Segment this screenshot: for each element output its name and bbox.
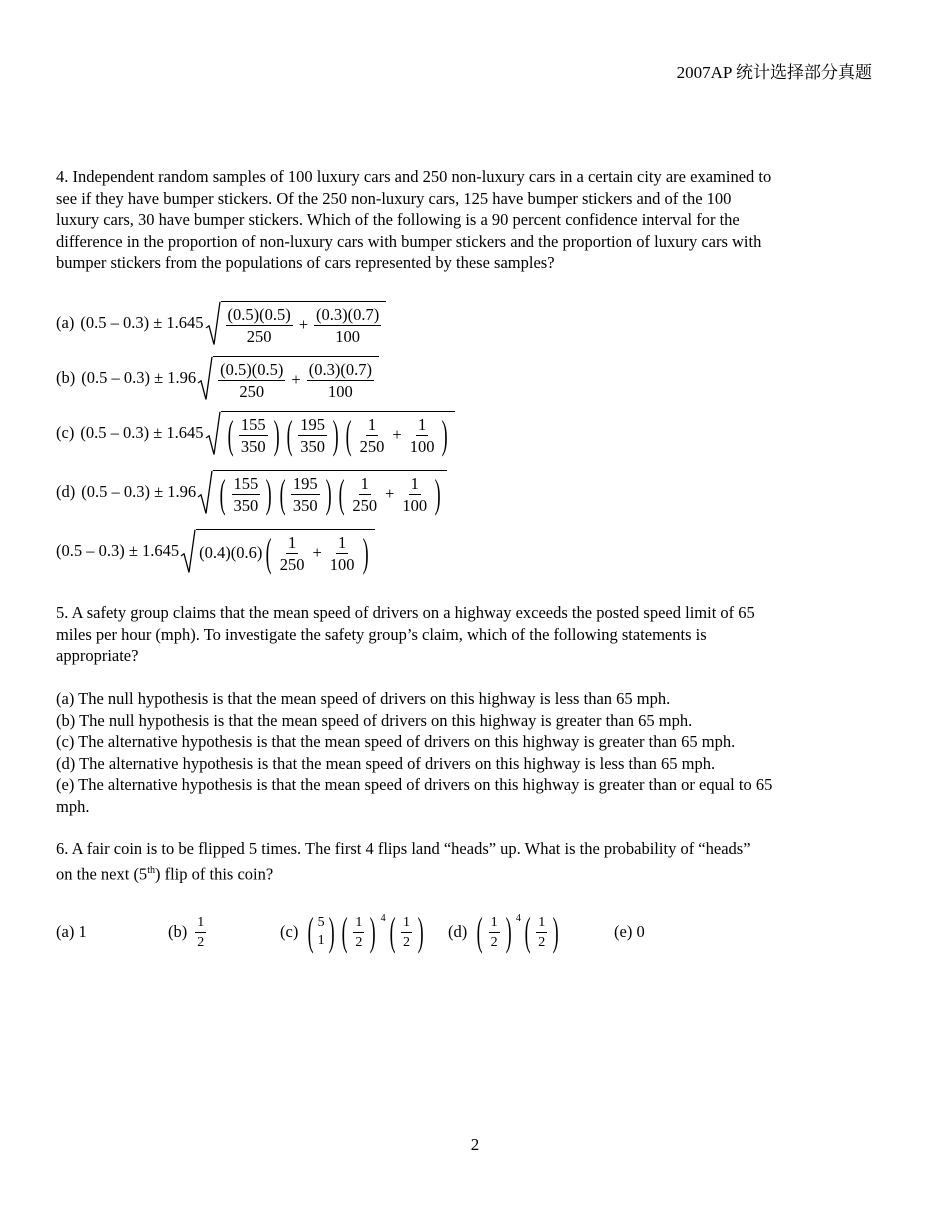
fraction: $\frac{(0.5)(0.5)}{250}$ xyxy=(220,359,284,401)
q4-option-d xyxy=(56,462,447,522)
q5-option: (b) The null hypothesis is that the mean speed of drivers on this highway is greater than 65 mph. xyxy=(56,710,693,730)
option-lead: (0.5 – 0.3) ± 1.645 xyxy=(80,313,204,332)
option-lead: (0.5 – 0.3) ± 1.645 xyxy=(56,541,180,560)
question-4-text xyxy=(56,166,871,274)
q4-line: see if they have bumper stickers. Of the 250 non-luxury cars, 125 have bumper stickers and of the 100 xyxy=(56,188,732,208)
q5-line: miles per hour (mph). To investigate the safety group’s claim, which of the following statements is xyxy=(56,624,707,644)
option-lead: (0.5 – 0.3) ± 1.645 xyxy=(80,423,204,442)
sqrt-expression: ( $\frac{155}{350}$ ) ( $\frac{195}{350}$ ) ( $\frac{1}{250}$ + $\frac{1}{100}$ ) xyxy=(197,470,447,515)
q4-option-a xyxy=(56,293,386,353)
sqrt-expression: (0.4)(0.6) ( $\frac{1}{250}$ + $\frac{1}{100}$ ) xyxy=(180,529,375,574)
q6-option-d: (d) ( $\frac{1}{2}$ ) 4 ( $\frac{1}{2}$ ) xyxy=(448,909,559,954)
option-label: (d) xyxy=(56,482,76,501)
q6-option-c: (c) ( 5 1 ) ( $\frac{1}{2}$ ) 4 ( $\frac{1}{2}$ ) xyxy=(280,909,424,954)
radical-sign xyxy=(180,529,196,574)
radical-sign xyxy=(197,470,213,515)
q4-line: 4. Independent random samples of 100 luxury cars and 250 non-luxury cars in a certain city are examined to xyxy=(56,167,772,186)
q4-option-e xyxy=(56,521,375,581)
q5-option: (e) The alternative hypothesis is that the mean speed of drivers on this highway is greater than or equal to 65 xyxy=(56,775,773,794)
page-header: 2007AP 统计选择部分真题 xyxy=(676,63,872,82)
sqrt-expression: $\frac{(0.5)(0.5)}{250}$ + $\frac{(0.3)(0.7)}{100}$ xyxy=(197,356,379,401)
q6-option-e: (e) 0 xyxy=(614,922,645,941)
radical-sign xyxy=(205,301,221,346)
q4-line: bumper stickers from the populations of cars represented by these samples? xyxy=(56,253,555,272)
q5-option: (d) The alternative hypothesis is that the mean speed of drivers on this highway is less than 65 mph. xyxy=(56,753,716,773)
q6-option-b: (b) $\frac{1}{2}$ xyxy=(168,914,205,950)
fraction: $\frac{(0.5)(0.5)}{250}$ xyxy=(227,304,291,346)
q5-option: mph. xyxy=(56,796,90,816)
q4-line: luxury cars, 30 have bumper stickers. Which of the following is a 90 percent confidence interval for the xyxy=(56,210,740,229)
q4-option-b xyxy=(56,348,379,408)
fraction: $\frac{(0.3)(0.7)}{100}$ xyxy=(308,359,372,401)
q6-line: on the next (5th) flip of this coin? xyxy=(56,864,274,883)
q6-option-a: (a) 1 xyxy=(56,922,87,941)
q4-option-c xyxy=(56,403,455,463)
option-label: (b) xyxy=(56,368,76,387)
q5-line: appropriate? xyxy=(56,646,139,665)
q5-line: 5. A safety group claims that the mean speed of drivers on a highway exceeds the posted speed limit of 65 xyxy=(56,603,755,622)
sqrt-expression: $\frac{(0.5)(0.5)}{250}$ + $\frac{(0.3)(0.7)}{100}$ xyxy=(205,301,387,346)
q4-line: difference in the proportion of non-luxury cars with bumper stickers and the proportion of luxury cars with xyxy=(56,231,762,251)
radical-sign xyxy=(205,411,221,456)
option-label: (c) xyxy=(56,423,75,442)
option-lead: (0.5 – 0.3) ± 1.96 xyxy=(81,368,197,387)
page-number: 2 xyxy=(470,1135,480,1154)
q5-option: (a) The null hypothesis is that the mean speed of drivers on this highway is less than 65 mph. xyxy=(56,689,671,708)
question-6-text xyxy=(56,838,871,885)
question-5-options xyxy=(56,688,871,817)
sqrt-expression: ( $\frac{155}{350}$ ) ( $\frac{195}{350}$ ) ( $\frac{1}{250}$ + $\frac{1}{100}$ ) xyxy=(205,411,455,456)
option-label: (a) xyxy=(56,313,75,332)
q5-option: (c) The alternative hypothesis is that the mean speed of drivers on this highway is greater than 65 mph. xyxy=(56,732,736,751)
question-6-options xyxy=(56,902,876,962)
radical-sign xyxy=(197,356,213,401)
option-lead: (0.5 – 0.3) ± 1.96 xyxy=(81,482,197,501)
q6-line: 6. A fair coin is to be flipped 5 times. The first 4 flips land “heads” up. What is the probability of “heads” xyxy=(56,839,751,858)
fraction: $\frac{(0.3)(0.7)}{100}$ xyxy=(316,304,380,346)
question-5-text xyxy=(56,602,871,667)
